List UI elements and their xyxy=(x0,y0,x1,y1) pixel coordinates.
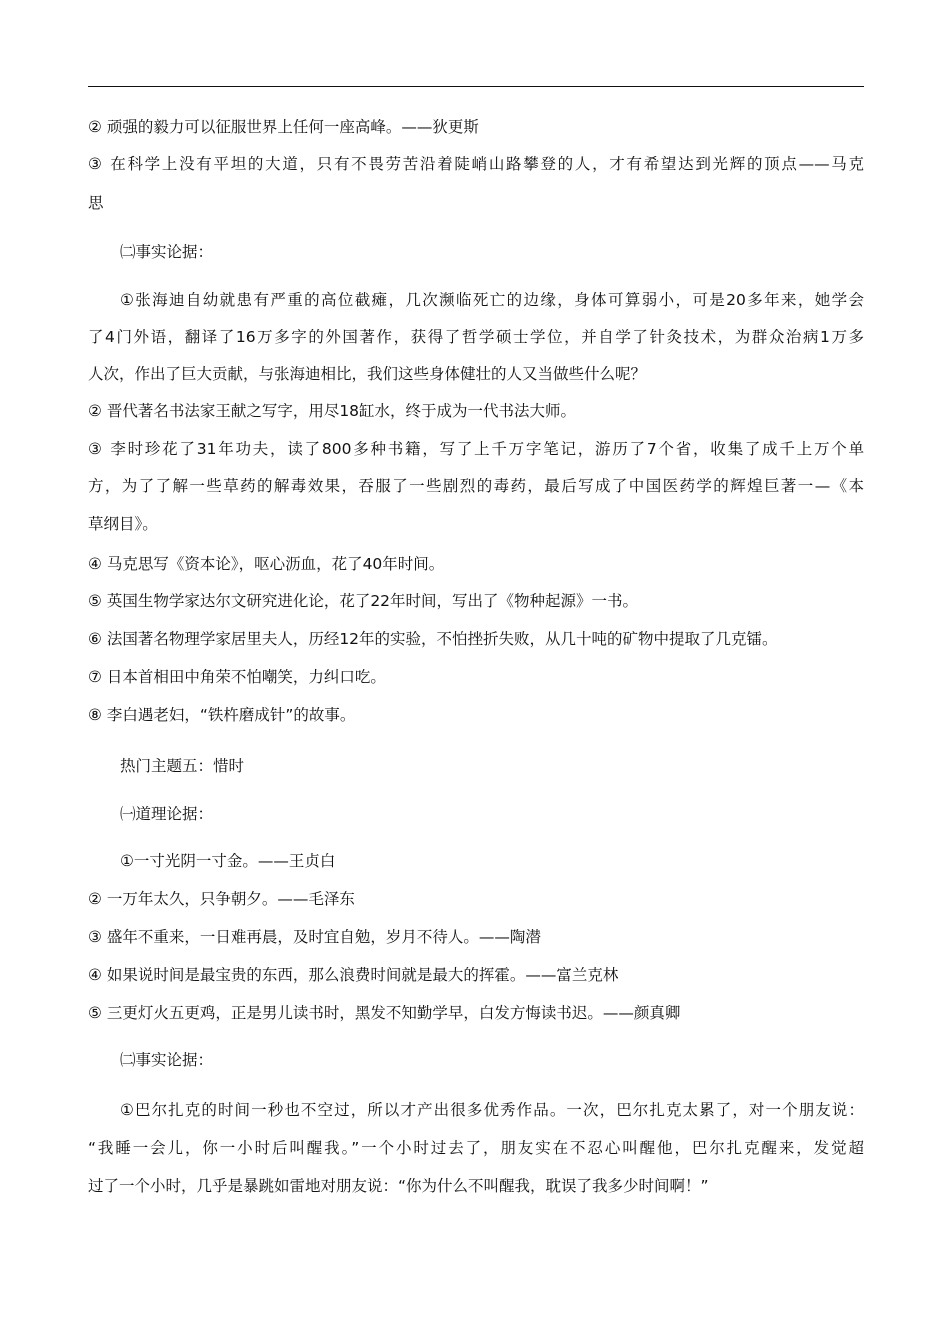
text-line: ② 一万年太久，只争朝夕。——毛泽东 xyxy=(88,890,355,908)
text-line: 了4门外语，翻译了16万多字的外国著作，获得了哲学硕士学位，并自学了针灸技术，为群众治病1万多 xyxy=(88,328,864,346)
text-line: ④ 如果说时间是最宝贵的东西，那么浪费时间就是最大的挥霍。——富兰克林 xyxy=(88,966,619,984)
text-line: 思 xyxy=(88,194,104,212)
text-line: ⑤ 英国生物学家达尔文研究进化论，花了22年时间，写出了《物种起源》一书。 xyxy=(88,592,639,610)
text-line: 热门主题五：惜时 xyxy=(120,757,245,775)
text-line: ② 顽强的毅力可以征服世界上任何一座高峰。——狄更斯 xyxy=(88,118,479,136)
text-line: ①张海迪自幼就患有严重的高位截瘫，几次濒临死亡的边缘，身体可算弱小，可是20多年来，她学会 xyxy=(120,291,864,309)
text-line: ④ 马克思写《资本论》，呕心沥血，花了40年时间。 xyxy=(88,555,445,573)
text-line: ①巴尔扎克的时间一秒也不空过，所以才产出很多优秀作品。一次，巴尔扎克太累了，对一个朋友说： xyxy=(120,1101,864,1119)
text-line: 人次，作出了巨大贡献，与张海迪相比，我们这些身体健壮的人又当做些什么呢？ xyxy=(88,365,647,383)
text-line: ⑧ 李白遇老妇，“铁杵磨成针”的故事。 xyxy=(88,706,356,724)
text-line: ③ 李时珍花了31年功夫，读了800多种书籍，写了上千万字笔记，游历了7个省，收集了成千上万个单 xyxy=(88,440,864,458)
text-line: ⑤ 三更灯火五更鸡，正是男儿读书时，黑发不知勤学早，白发方悔读书迟。——颜真卿 xyxy=(88,1004,681,1022)
text-line: ⑥ 法国著名物理学家居里夫人，历经12年的实验，不怕挫折失败，从几十吨的矿物中提取了几克镭。 xyxy=(88,630,778,648)
text-line: ①一寸光阴一寸金。——王贞白 xyxy=(120,852,336,870)
text-line: ㈡事实论据： xyxy=(120,243,214,261)
text-line: ㈠道理论据： xyxy=(120,805,214,823)
text-line: 方，为了了解一些草药的解毒效果，吞服了一些剧烈的毒药，最后写成了中国医药学的辉煌巨著一—《本 xyxy=(88,477,864,495)
text-line: ② 晋代著名书法家王献之写字，用尽18缸水，终于成为一代书法大师。 xyxy=(88,402,577,420)
header-rule xyxy=(88,86,864,87)
text-line: 草纲目》。 xyxy=(88,515,158,533)
text-line: ㈡事实论据： xyxy=(120,1051,214,1069)
text-line: ⑦ 日本首相田中角荣不怕嘲笑，力纠口吃。 xyxy=(88,668,386,686)
text-line: ③ 在科学上没有平坦的大道，只有不畏劳苦沿着陡峭山路攀登的人，才有希望达到光辉的顶点——马克 xyxy=(88,155,864,173)
text-line: “我睡一会儿，你一小时后叫醒我。”一个小时过去了，朋友实在不忍心叫醒他，巴尔扎克醒来，发觉超 xyxy=(88,1139,864,1157)
text-line: ③ 盛年不重来，一日难再晨，及时宜自勉，岁月不待人。——陶潜 xyxy=(88,928,541,946)
text-line: 过了一个小时，几乎是暴跳如雷地对朋友说：“你为什么不叫醒我，耽误了我多少时间啊！” xyxy=(88,1177,709,1195)
